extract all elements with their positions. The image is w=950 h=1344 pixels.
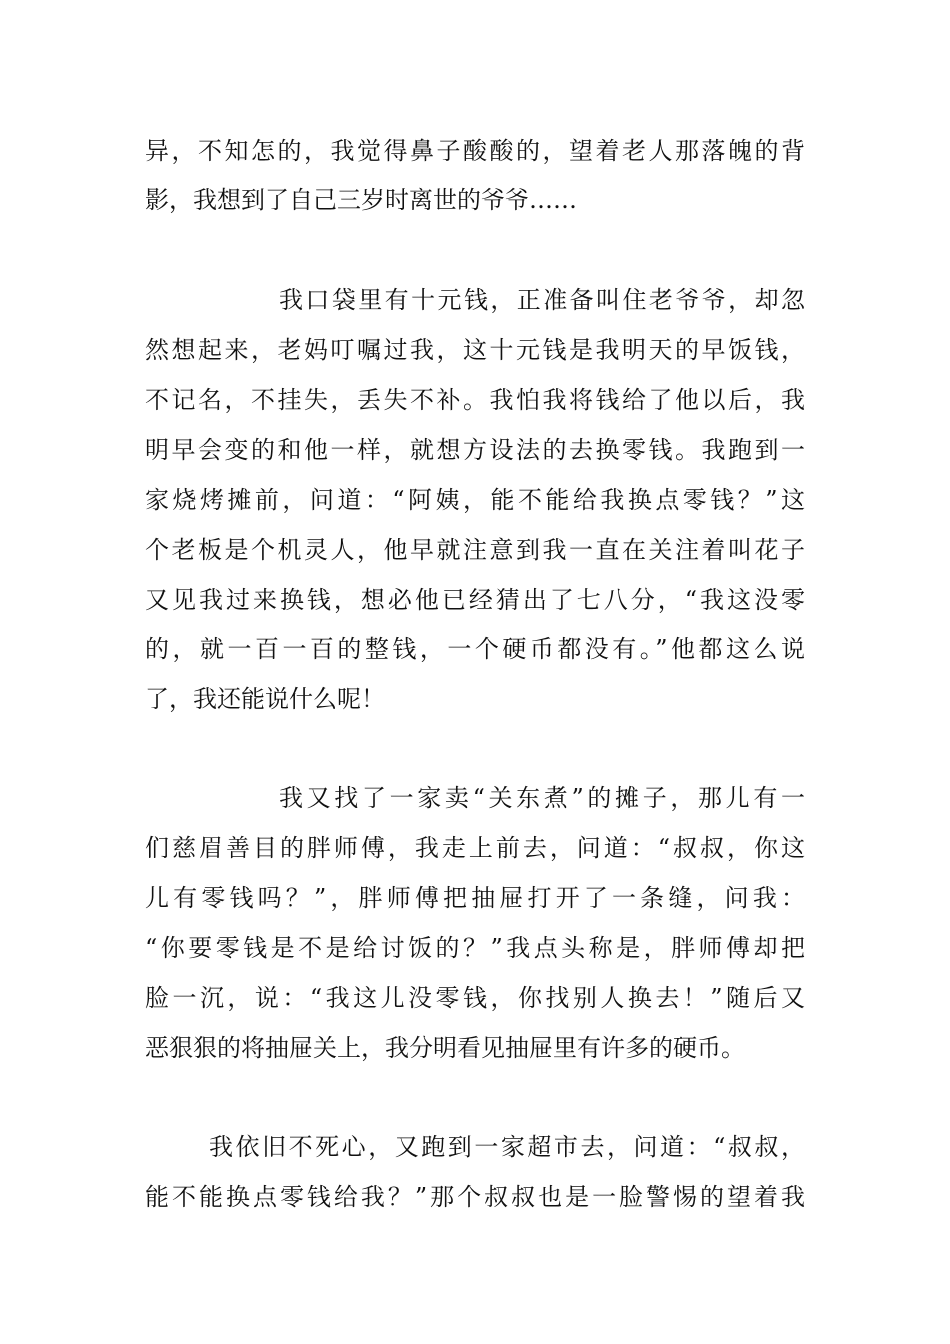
text-line: 不记名，不挂失，丢失不补。我怕我将钱给了他以后，我 (145, 386, 805, 414)
text-line: 明早会变的和他一样，就想方设法的去换零钱。我跑到一 (145, 436, 805, 464)
text-line: 儿有零钱吗？”，胖师傅把抽屉打开了一条缝，问我： (145, 884, 805, 912)
text-line: “你要零钱是不是给讨饭的？”我点头称是，胖师傅却把 (145, 934, 805, 962)
text-line: 个老板是个机灵人，他早就注意到我一直在关注着叫花子 (145, 536, 805, 564)
text-line: 然想起来，老妈叮嘱过我，这十元钱是我明天的早饭钱， (145, 336, 805, 364)
text-line: 又见我过来换钱，想必他已经猜出了七八分，“我这没零 (145, 586, 805, 614)
text-line: 能不能换点零钱给我？”那个叔叔也是一脸警惕的望着我 (145, 1183, 805, 1211)
text-line: 的，就一百一百的整钱，一个硬币都没有。”他都这么说 (145, 635, 805, 663)
text-line: 异，不知怎的，我觉得鼻子酸酸的，望着老人那落魄的背 (145, 137, 805, 165)
text-line: 恶狠狠的将抽屉关上，我分明看见抽屉里有许多的硬币。 (145, 1034, 745, 1062)
text-line: 家烧烤摊前，问道：“阿姨，能不能给我换点零钱？”这 (145, 486, 805, 514)
text-line: 我又找了一家卖“关东煮”的摊子，那儿有一 (279, 784, 805, 812)
text-line: 我口袋里有十元钱，正准备叫住老爷爷，却忽 (279, 286, 805, 314)
text-line: 了，我还能说什么呢！ (145, 685, 385, 713)
text-line: 们慈眉善目的胖师傅，我走上前去，问道：“叔叔，你这 (145, 834, 805, 862)
text-line: 我依旧不死心，又跑到一家超市去，问道：“叔叔， (209, 1133, 805, 1161)
text-line: 影，我想到了自己三岁时离世的爷爷…… (145, 186, 577, 214)
text-line: 脸一沉，说：“我这儿没零钱，你找别人换去！”随后又 (145, 984, 805, 1012)
